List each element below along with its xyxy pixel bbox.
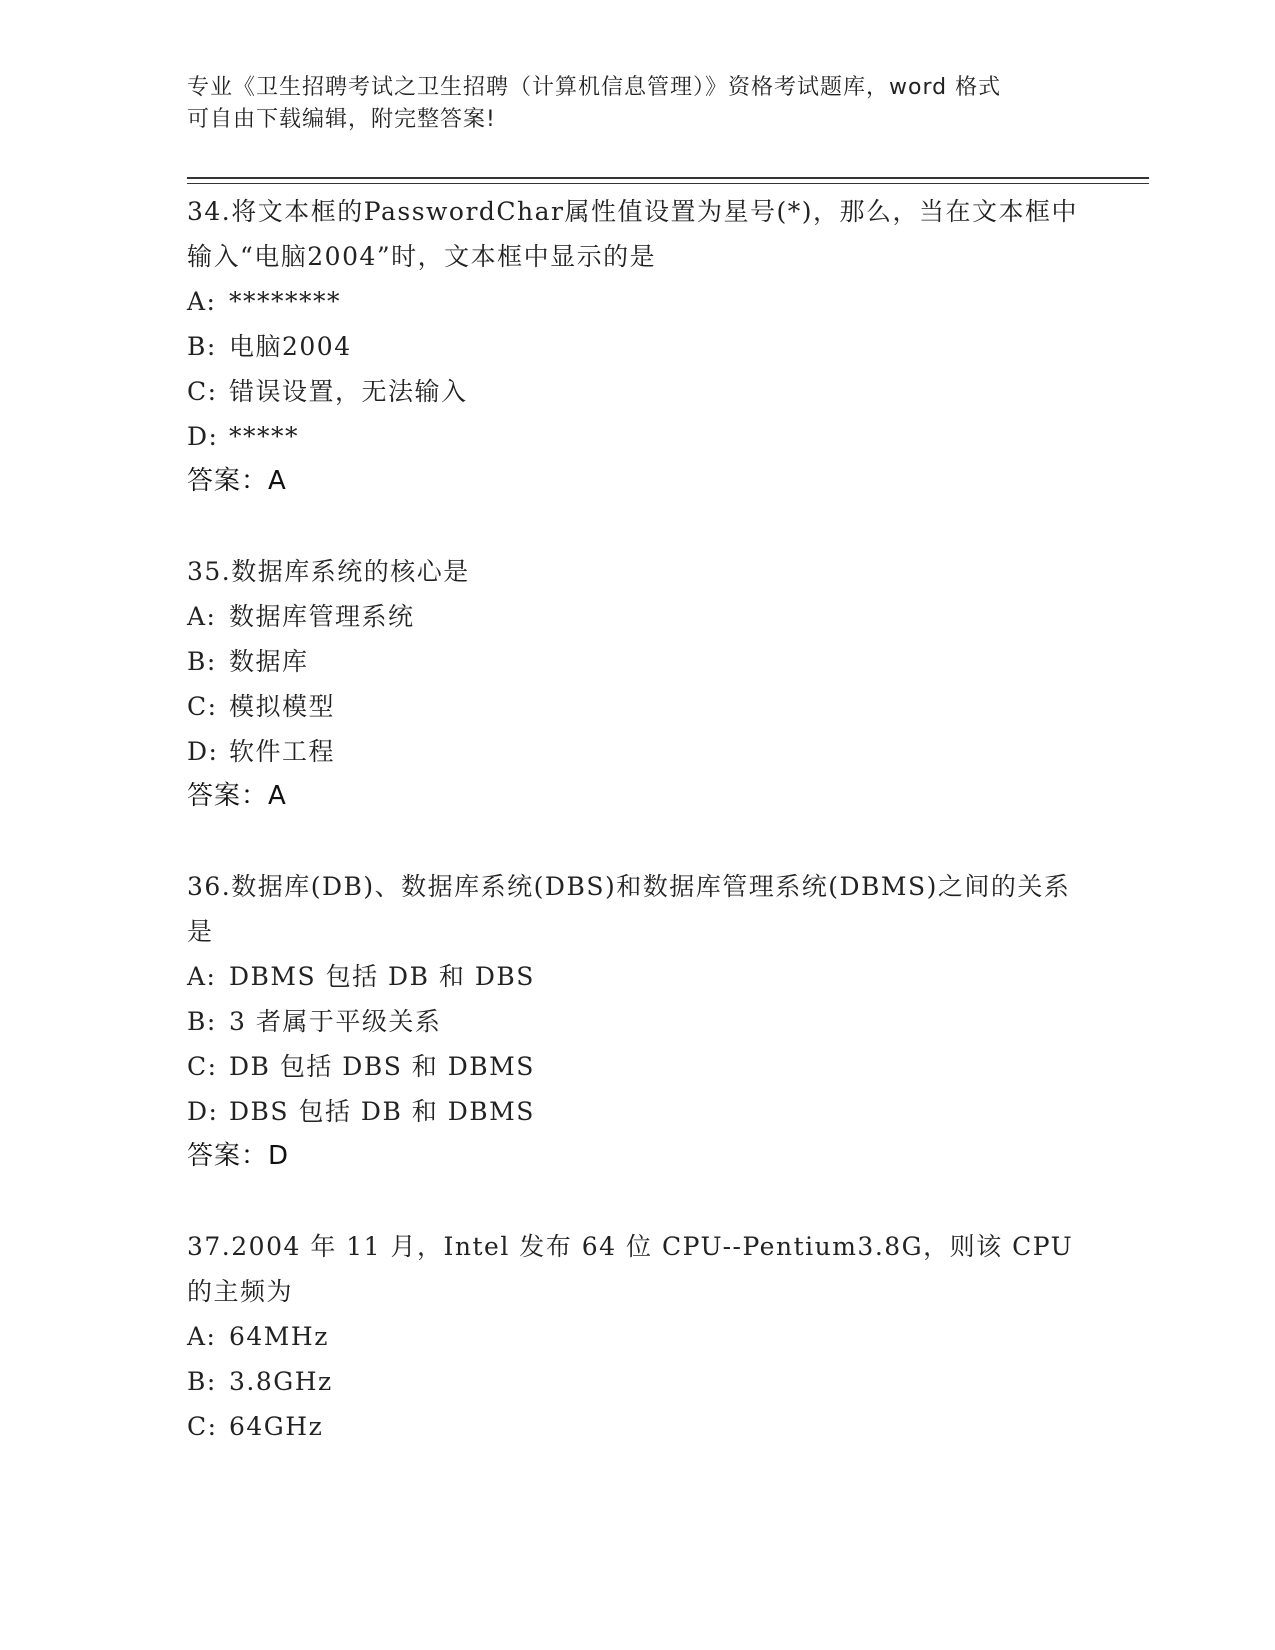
option-letter: B: [187, 1007, 217, 1036]
option-text: 电脑2004 [229, 332, 352, 361]
option-text: 3.8GHz [229, 1367, 333, 1396]
option-a [187, 279, 1087, 324]
option-text: 64MHz [229, 1322, 329, 1351]
question-list [187, 189, 1087, 1494]
option-letter: C: [187, 1412, 218, 1441]
option-letter: D: [187, 737, 219, 766]
option-letter: A: [187, 1322, 217, 1351]
question-34 [187, 189, 1087, 504]
option-text: 模拟模型 [229, 692, 336, 721]
option-letter: A: [187, 962, 217, 991]
document-header [187, 72, 1087, 136]
option-c [187, 369, 1087, 414]
option-letter: B: [187, 647, 217, 676]
answer-line: 答案：A [187, 466, 287, 496]
option-text: ******** [229, 287, 341, 316]
answer-line: 答案：A [187, 781, 287, 811]
option-c [187, 1404, 1087, 1449]
option-text: 数据库管理系统 [229, 602, 415, 631]
option-a [187, 1314, 1087, 1359]
option-text: 3 者属于平级关系 [229, 1007, 442, 1036]
question-stem: 34.将文本框的PasswordChar属性值设置为星号(*)，那么，当在文本框中输入“电脑2004”时，文本框中显示的是 [187, 197, 1079, 271]
option-b [187, 999, 1087, 1044]
header-line-1: 专业《卫生招聘考试之卫生招聘（计算机信息管理）》资格考试题库，word 格式 [187, 75, 1002, 100]
option-letter: C: [187, 692, 218, 721]
option-letter: B: [187, 1367, 217, 1396]
option-text: 错误设置，无法输入 [229, 377, 468, 406]
option-d [187, 414, 1087, 459]
option-letter: C: [187, 377, 218, 406]
question-stem: 36.数据库(DB)、数据库系统(DBS)和数据库管理系统(DBMS)之间的关系是 [187, 872, 1071, 946]
answer-line: 答案：D [187, 1141, 290, 1171]
question-35 [187, 549, 1087, 819]
option-letter: C: [187, 1052, 218, 1081]
question-36 [187, 864, 1087, 1179]
option-letter: A: [187, 602, 217, 631]
option-text: DBMS 包括 DB 和 DBS [229, 962, 535, 991]
option-text: 软件工程 [229, 737, 336, 766]
option-text: DBS 包括 DB 和 DBMS [229, 1097, 535, 1126]
option-letter: D: [187, 422, 219, 451]
option-text: 64GHz [229, 1412, 324, 1441]
question-stem: 37.2004 年 11 月，Intel 发布 64 位 CPU--Pentium3.8G，则该 CPU 的主频为 [187, 1232, 1074, 1306]
option-b [187, 1359, 1087, 1404]
option-a [187, 954, 1087, 999]
option-b [187, 639, 1087, 684]
option-letter: B: [187, 332, 217, 361]
header-line-2: 可自由下载编辑，附完整答案! [187, 107, 496, 132]
option-a [187, 594, 1087, 639]
question-37 [187, 1224, 1087, 1449]
option-text: ***** [229, 422, 299, 451]
option-text: 数据库 [229, 647, 309, 676]
option-c [187, 684, 1087, 729]
option-text: DB 包括 DBS 和 DBMS [229, 1052, 535, 1081]
question-stem: 35.数据库系统的核心是 [187, 557, 470, 586]
header-divider-thin [187, 183, 1149, 184]
option-d [187, 729, 1087, 774]
option-b [187, 324, 1087, 369]
header-divider-thick [187, 177, 1149, 179]
option-letter: D: [187, 1097, 219, 1126]
option-d [187, 1089, 1087, 1134]
option-letter: A: [187, 287, 217, 316]
option-c [187, 1044, 1087, 1089]
